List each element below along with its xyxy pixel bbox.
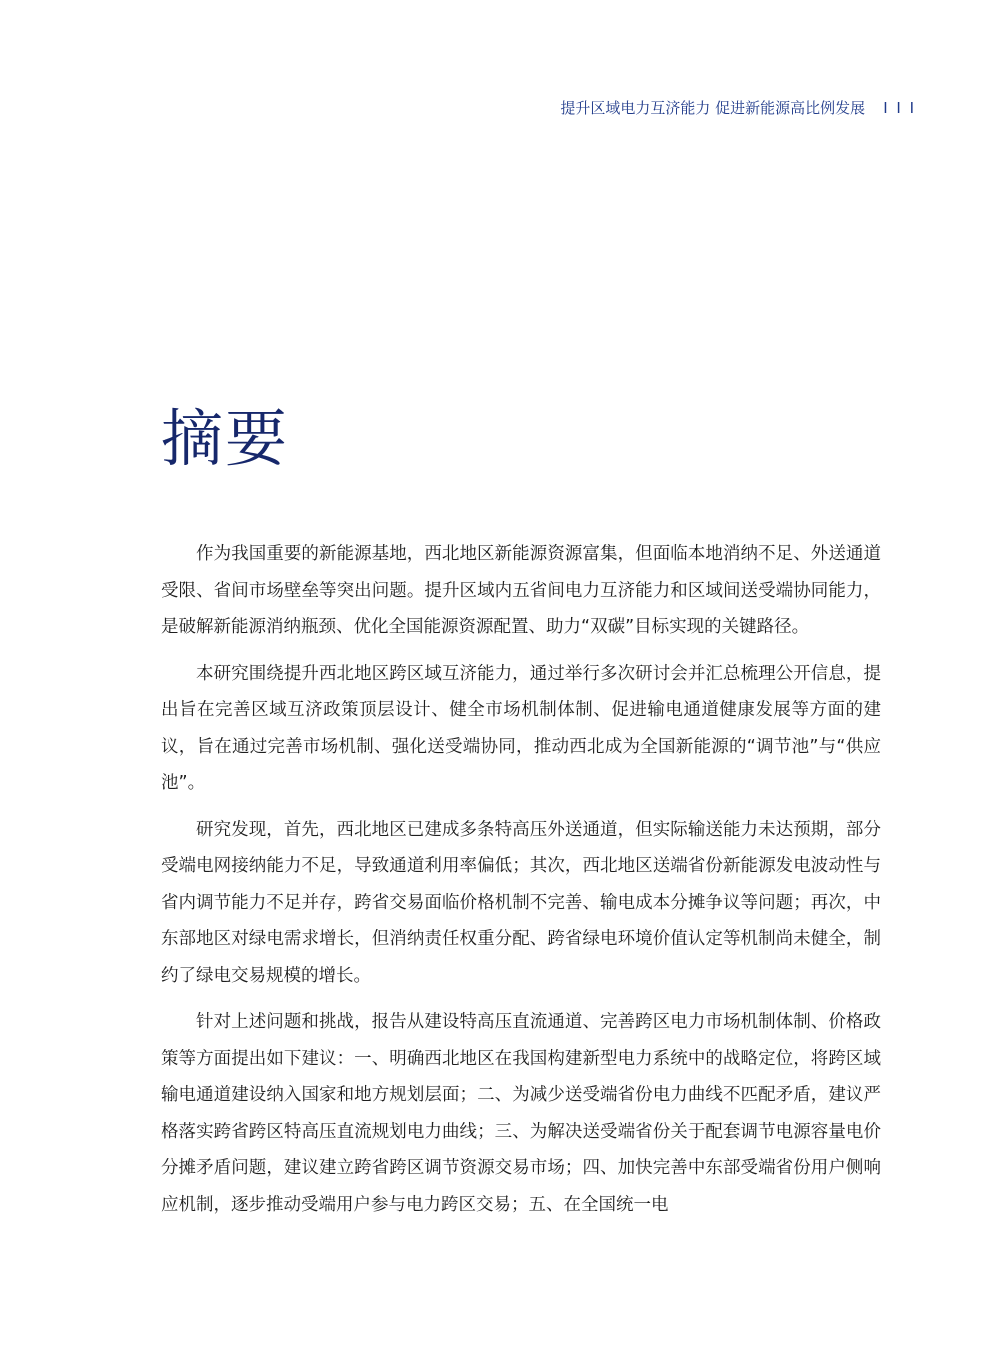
section-heading: 摘要 [161, 402, 290, 475]
paragraph: 研究发现，首先，西北地区已建成多条特高压外送通道，但实际输送能力未达预期，部分受端电网接纳能力不足，导致通道利用率偏低；其次，西北地区送端省份新能源发电波动性与省内调节能力不足并存，跨省交易面临价格机制不完善、输电成本分摊争议等问题；再次，中东部地区对绿电需求增长，但消纳责任权重分配、跨省绿电环境价值认定等机制尚未健全，制约了绿电交易规模的增长。 [161, 819, 881, 986]
paragraph: 作为我国重要的新能源基地，西北地区新能源资源富集，但面临本地消纳不足、外送通道受限、省间市场壁垒等突出问题。提升区域内五省间电力互济能力和区域间送受端协同能力，是破解新能源消纳瓶颈、优化全国能源资源配置、助力“双碳”目标实现的关键路径。 [161, 544, 881, 637]
paragraph: 针对上述问题和挑战，报告从建设特高压直流通道、完善跨区电力市场机制体制、价格政策等方面提出如下建议：一、明确西北地区在我国构建新型电力系统中的战略定位，将跨区域输电通道建设纳入国家和地方规划层面；二、为减少送受端省份电力曲线不匹配矛盾，建议严格落实跨省跨区特高压直流规划电力曲线；三、为解决送受端省份关于配套调节电源容量电价分摊矛盾问题，建议建立跨省跨区调节资源交易市场；四、加快完善中东部受端省份用户侧响应机制，逐步推动受端用户参与电力跨区交易；五、在全国统一电 [161, 1012, 881, 1215]
page-number: I I I [883, 98, 916, 117]
paragraph: 本研究围绕提升西北地区跨区域互济能力，通过举行多次研讨会并汇总梳理公开信息，提出旨在完善区域互济政策顶层设计、健全市场机制体制、促进输电通道健康发展等方面的建议，旨在通过完善市场机制、强化送受端协同，推动西北成为全国新能源的“调节池”与“供应池”。 [161, 663, 881, 793]
body-text [161, 536, 881, 1233]
running-header-title: 提升区域电力互济能力 促进新能源高比例发展 [560, 99, 866, 117]
running-header [560, 97, 916, 118]
